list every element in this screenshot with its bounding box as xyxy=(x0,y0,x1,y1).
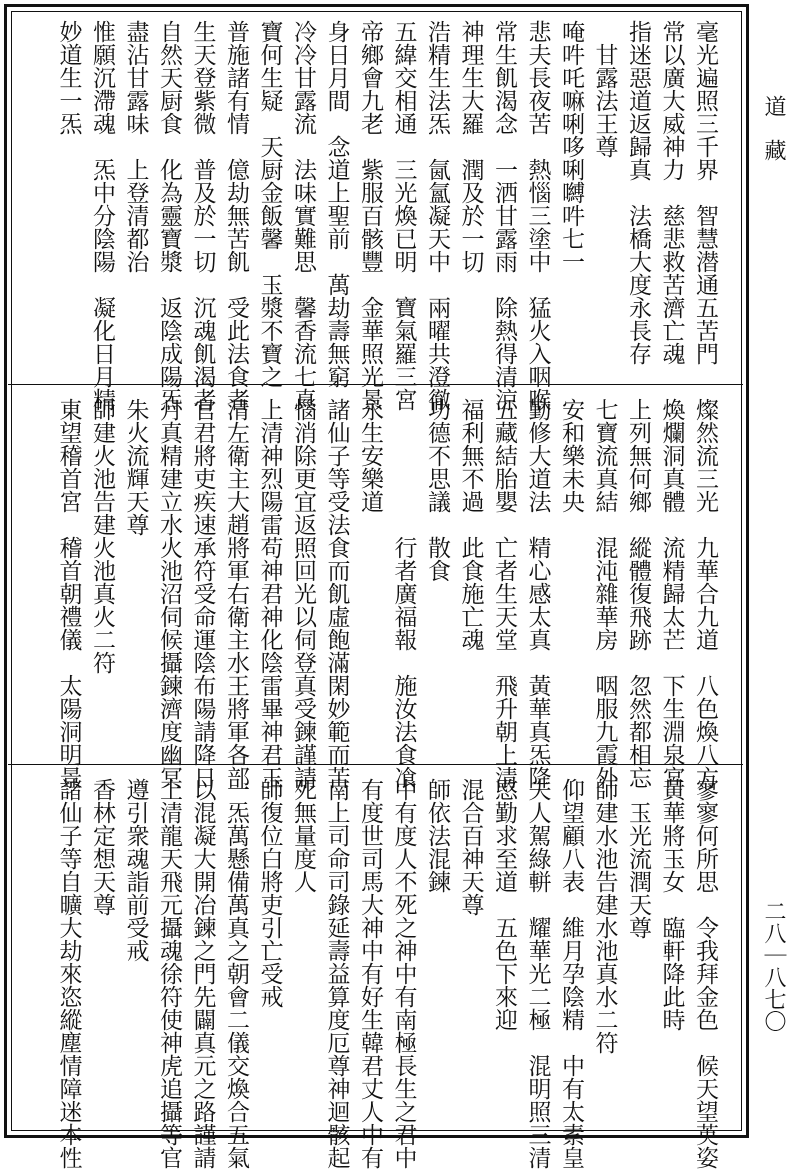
text-column: 諸仙子等自曠大劫來恣縱塵情障迷本性 xyxy=(55,778,82,1169)
text-column: 死無量度人 xyxy=(290,778,316,893)
text-column: 香林定想天尊 xyxy=(89,778,115,916)
text-column: 寥寥何所思 令我拜金色 候天望英姿 xyxy=(692,778,718,1169)
text-column: 福利無不過 此食施亡魂 xyxy=(457,398,484,651)
text-column: 惱消除更宜返照回光以伺登真受鍊謹請 xyxy=(290,398,316,789)
text-column: 師建水池告建水池真水二符 xyxy=(591,778,618,1054)
series-title: 道 藏 xyxy=(761,95,786,161)
text-column: 常以廣大威神力 慈悲救苦濟亡魂 xyxy=(658,20,685,365)
text-column: 七寶流真結 混沌雜華房 咽服九霞外 xyxy=(591,398,618,789)
text-column: 一炁萬懸備萬真之朝會二儀交煥合五氣 xyxy=(223,778,249,1169)
text-column: 常生飢渴念 一洒甘露雨 除熱得清涼 xyxy=(491,20,517,411)
text-column: 盡沾甘露味 上登清都治 xyxy=(122,20,149,296)
text-column: 永生安樂道 xyxy=(357,398,383,513)
text-column: 生天登紫微 普及於一切 沉魂飢渴者 xyxy=(189,20,216,411)
text-column: 南上司命司錄延壽益算度厄尊神迴骸起 xyxy=(323,778,350,1169)
text-column: 悲夫長夜苦 熱惱三塗中 猛火入咽喉 xyxy=(524,20,551,411)
text-column: 身日月間 念道上聖前 萬劫壽無窮 xyxy=(323,20,350,388)
text-column: 以混凝大開冶鍊之門先闢真元之路謹請 xyxy=(189,778,216,1169)
text-column: 冷冷甘露流 法味實難思 馨香流七真 xyxy=(290,20,316,411)
text-column: 仰望顧八表 維月孕陰精 中有太素皇 xyxy=(558,778,584,1169)
text-column: 混合百神天尊 xyxy=(457,778,484,916)
page-number: 二八｜八七〇 xyxy=(761,900,786,1032)
text-column: 玉光流潤天尊 xyxy=(625,778,651,939)
text-column: 清左衛主大趙將軍右衛主水王將軍各部 xyxy=(223,398,249,789)
text-column: 愍勤求至道 五色下來迎 xyxy=(491,778,517,1031)
text-column: 遵引衆魂詣前受戒 xyxy=(122,778,149,962)
text-column: 惟願沉滯魂 炁中分陰陽 凝化日月精 xyxy=(89,20,115,411)
text-column: 師建火池告建火池真火二符 xyxy=(89,398,115,674)
text-column: 寶何生疑 天厨金飯馨 玉漿不寶之 xyxy=(256,20,283,388)
text-column: 燦然流三光 九華合九道 八色煥八方 xyxy=(692,398,718,789)
text-column: 五藏結胎嬰 亡者生天堂 飛升朝上清 xyxy=(491,398,517,789)
text-column: 師復位白將吏引亡受戒 xyxy=(256,778,283,1008)
text-column: 上列無何鄉 縱體復飛跡 忽然都相忘 xyxy=(625,398,651,789)
text-column: 功德不思議 散食 xyxy=(424,398,450,605)
text-column: 官君將吏疾速承符受命運陰布陽請降日 xyxy=(189,398,216,789)
text-column: 甘露法王尊 xyxy=(591,20,618,158)
text-column: 黃華將玉女 臨軒降此時 xyxy=(658,778,685,1031)
text-column: 自然天厨食 化為靈寶漿 返陰成陽炁 xyxy=(156,20,182,411)
text-column: 安和樂未央 xyxy=(558,398,584,513)
text-column: 行者廣福報 施汝法食飡 xyxy=(390,398,417,789)
text-column: 妙道生一炁 xyxy=(55,20,82,135)
text-column: 有度世司馬大神中有好生韓君丈人中有 xyxy=(357,778,383,1169)
text-column: 朱火流輝天尊 xyxy=(122,398,149,536)
text-column: 浩精生法炁 氤氳凝天中 兩曜共澄徹 xyxy=(424,20,450,411)
text-column: 師依法混鍊 xyxy=(424,778,450,893)
text-column: 夫人駕綠軿 耀華光二極 混明照三清 xyxy=(524,778,551,1169)
text-column: 月真精建立水火池沼伺候攝鍊濟度幽冥 xyxy=(156,398,182,789)
text-column: 勤修大道法 精心感太真 黃華真炁降 xyxy=(524,398,551,789)
text-column: 神理生大羅 潤及於一切 xyxy=(457,20,484,296)
text-column: 唵吽吒嘛唎哆唎嚩吽七一 xyxy=(558,20,584,273)
text-column: 上清神烈陽雷苟神君神化陰雷畢神君玉 xyxy=(256,398,283,789)
text-column: 五緯交相通 三光煥已明 寶氣羅三宮 xyxy=(390,20,417,411)
text-column: 毫光遍照三千界 智慧潜通五苦門 xyxy=(692,20,718,365)
text-column: 中有度人不死之神中有南極長生之君中 xyxy=(390,778,417,1169)
text-column: 東望稽首宮 稽首朝禮儀 太陽洞明景 xyxy=(55,398,82,789)
text-column: 指迷惡道返歸真 法橋大度永長存 xyxy=(625,20,651,365)
text-column: 上清龍天飛元攝魂徐符使神虎追攝等官 xyxy=(156,778,182,1169)
text-column: 普施諸有情 億劫無苦飢 受此法食者 xyxy=(223,20,249,411)
text-column: 帝鄉會九老 紫服百骸豐 金華照光景 xyxy=(357,20,383,411)
text-column: 煥爛洞真體 流精歸太芒 下生淵泉宮 xyxy=(658,398,685,789)
text-column: 諸仙子等受法食而飢虛飽滿閑妙範而苦 xyxy=(323,398,350,789)
